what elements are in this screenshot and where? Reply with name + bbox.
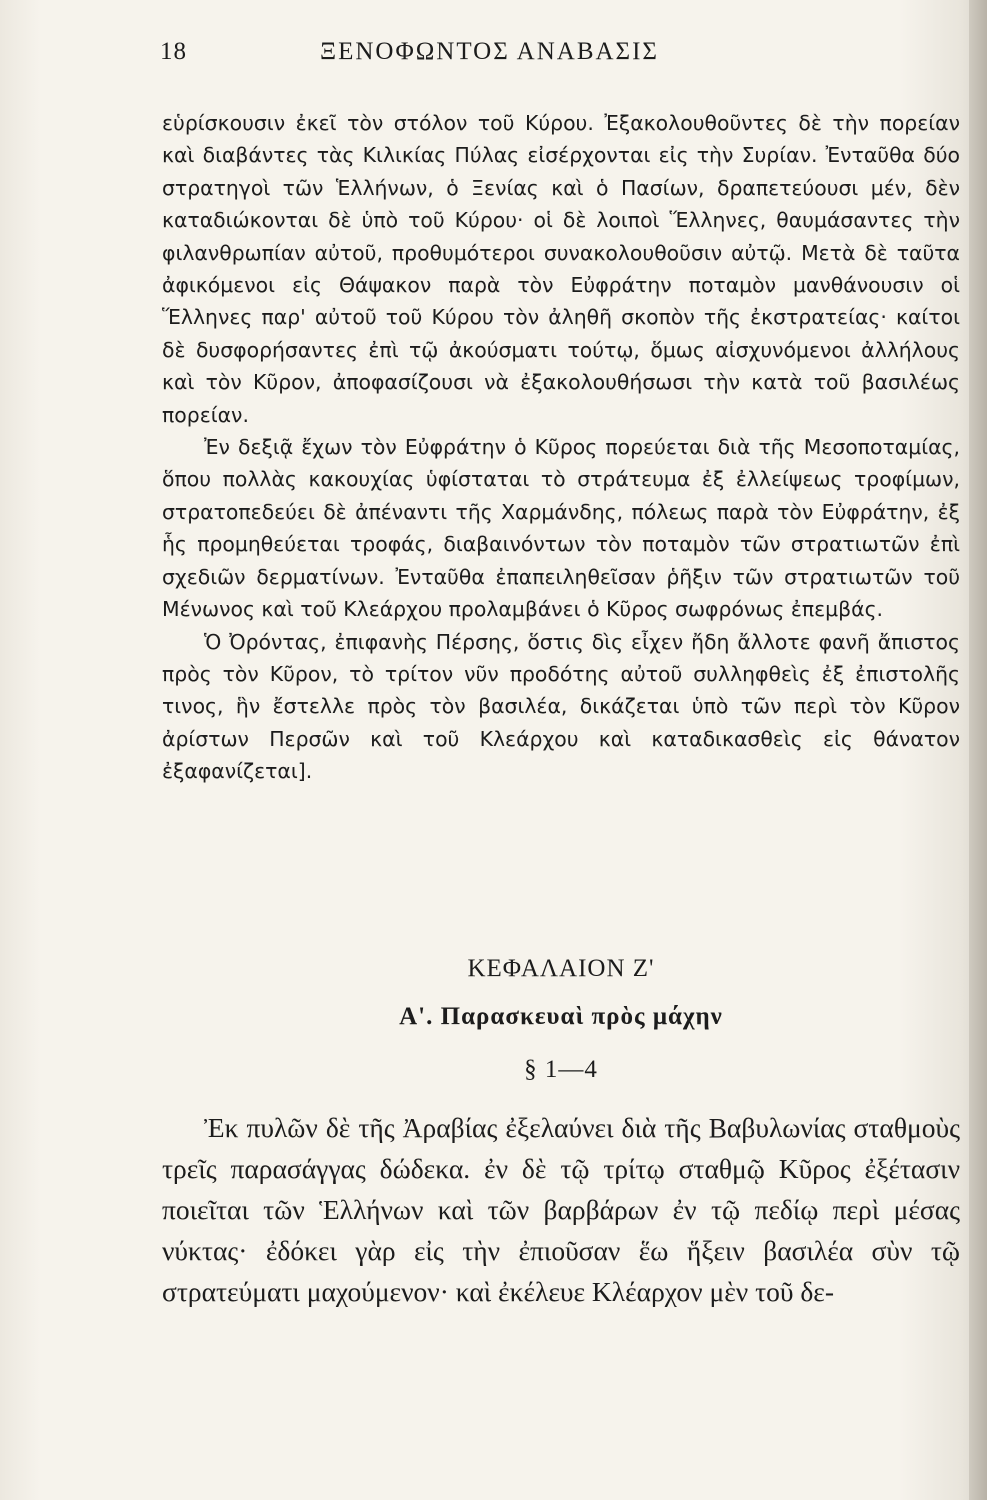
summary-paragraph: εὑρίσκουσιν ἐκεῖ τὸν στόλον τοῦ Κύρου. Ἐξακολουθοῦντες δὲ τὴν πορείαν καὶ διαβάντες τὰς Κιλικίας Πύλας εἰσέρχονται εἰς τὴν Συρίαν. Ἐνταῦθα δύο στρατηγοὶ τῶν Ἑλλήνων, ὁ Ξενίας καὶ ὁ Πασίων, δραπετεύουσι μέν, δὲν καταδιώκονται δὲ ὑπὸ τοῦ Κύρου· οἱ δὲ λοιποὶ Ἕλληνες, θαυμάσαντες τὴν φιλανθρωπίαν αὐτοῦ, προθυμότεροι συνακολουθοῦσιν αὐτῷ. Μετὰ δὲ ταῦτα ἀφικόμενοι εἰς Θάψακον παρὰ τὸν Εὐφράτην ποταμὸν μανθάνουσιν οἱ Ἕλληνες παρ' αὐτοῦ τοῦ Κύρου τὸν ἀληθῆ σκοπὸν τῆς ἐκστρατείας· καίτοι δὲ δυσφορήσαντες ἐπὶ τῷ ἀκούσματι τούτῳ, ὅμως αἰσχυνόμενοι ἀλλήλους καὶ τὸν Κῦρον, ἀποφασίζουσι νὰ ἐξακολουθήσωσι τὴν κατὰ τοῦ βασιλέως πορείαν. [162,111,960,427]
page-header [160,38,800,74]
paragraph-reference: § 1—4 [524,1056,598,1083]
page-number: 18 [160,38,187,65]
page-spine-edge [969,0,987,1500]
original-greek-text [162,1107,960,1312]
chapter-title: ΚΕΦΑΛΑΙΟΝ Ζ' [467,955,655,982]
running-title: ΞΕΝΟΦΩΝΤΟΣ ΑΝΑΒΑΣΙΣ [320,38,659,65]
greek-paragraph: Ἐκ πυλῶν δὲ τῆς Ἀραβίας ἐξελαύνει διὰ τῆς Βαβυλωνίας σταθμοὺς τρεῖς παρασάγγας δώδεκα. ἐν δὲ τῷ τρίτῳ σταθμῷ Κῦρος ἐξέτασιν ποιεῖται τῶν Ἑλλήνων καὶ τῶν βαρβάρων ἐν τῷ πεδίῳ περὶ μέσας νύκτας· ἐδόκει γὰρ εἰς τὴν ἐπιοῦσαν ἕω ἥξειν βασιλέα σὺν τῷ στρατεύματι μαχούμενον· καὶ ἐκέλευε Κλέαρχον μὲν τοῦ δε- [162,1112,960,1307]
summary-paragraph: Ὁ Ὀρόντας, ἐπιφανὴς Πέρσης, ὅστις δὶς εἶχεν ἤδη ἄλλοτε φανῆ ἄπιστος πρὸς τὸν Κῦρον, τὸ τρίτον νῦν προδότης αὐτοῦ συλληφθεὶς ἐξ ἐπιστολῆς τινος, ἣν ἔστελλε πρὸς τὸν βασιλέα, δικάζεται ὑπὸ τῶν περὶ τὸν Κῦρον ἀρίστων Περσῶν καὶ τοῦ Κλεάρχου καὶ καταδικασθεὶς εἰς θάνατον ἐξαφανίζεται]. [162,629,960,784]
summary-text [162,107,960,788]
section-title: Α'. Παρασκευαὶ πρὸς μάχην [399,1003,723,1030]
summary-paragraph: Ἐν δεξιᾷ ἔχων τὸν Εὐφράτην ὁ Κῦρος πορεύεται διὰ τῆς Μεσοποταμίας, ὅπου πολλὰς κακουχίας ὑφίσταται τὸ στράτευμα ἐξ ἐλλείψεως τροφίμων, στρατοπεδεύει δὲ ἀπέναντι τῆς Χαρμάνδης, πόλεως παρὰ τὸν Εὐφράτην, ἐξ ἧς προμηθεύεται τροφάς, διαβαινόντων τὸν ποταμὸν τῶν στρατιωτῶν ἐπὶ σχεδιῶν δερματίνων. Ἐνταῦθα ἐπαπειληθεῖσαν ῥῆξιν τῶν στρατιωτῶν τοῦ Μένωνος καὶ τοῦ Κλεάρχου προλαμβάνει ὁ Κῦρος σωφρόνως ἐπεμβάς. [162,435,960,622]
